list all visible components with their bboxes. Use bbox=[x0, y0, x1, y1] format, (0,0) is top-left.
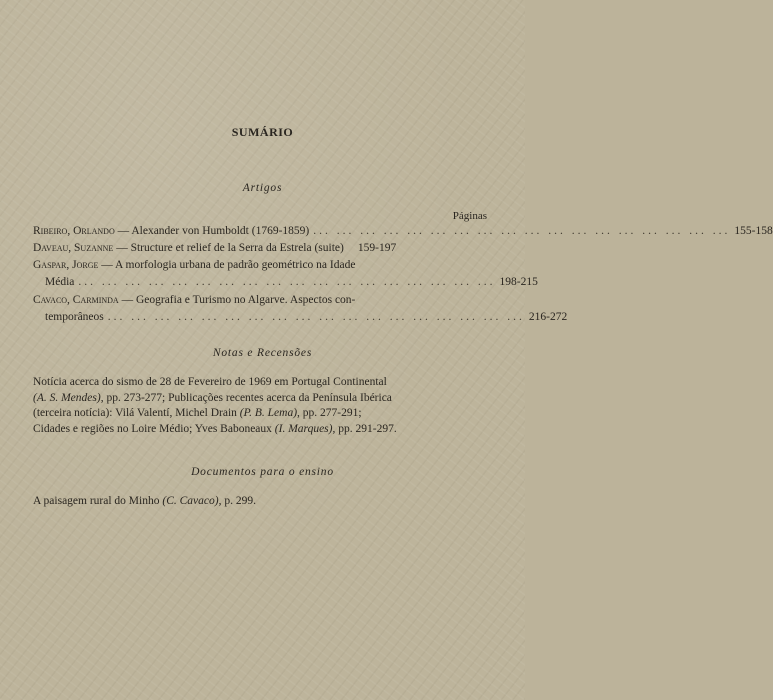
notas-line: (A. S. Mendes), pp. 273-277; Publicações recentes acerca da Península Ibérica bbox=[33, 391, 392, 404]
notas-heading: Notas e Recensões bbox=[212, 347, 313, 359]
pages-column-header: Páginas bbox=[452, 210, 487, 222]
notas-line: Notícia acerca do sismo de 28 de Fevereiro de 1969 em Portugal Continental bbox=[33, 376, 387, 388]
documentos-entry bbox=[33, 494, 491, 510]
notas-line: Cidades e regiões no Loire Médio; Yves Baboneaux (I. Marques), pp. 291-297. bbox=[33, 422, 397, 435]
page-title: SUMÁRIO bbox=[231, 125, 294, 139]
article-title: — Geografia e Turismo no Algarve. Aspectos con- bbox=[121, 294, 356, 306]
leader-dots: ... ... ... ... ... ... ... ... ... ... ... ... ... ... ... ... ... ... bbox=[107, 311, 525, 323]
article-title: — A morfologia urbana de padrão geométrico na Idade bbox=[101, 259, 356, 271]
documentos-pages: , p. 299. bbox=[218, 495, 256, 507]
article-title: — Alexander von Humboldt (1769-1859) bbox=[117, 225, 310, 237]
article-entry bbox=[33, 241, 488, 256]
reviewer-name: (A. S. Mendes) bbox=[33, 391, 101, 404]
article-entry bbox=[33, 224, 773, 239]
article-author: Daveau, Suzanne bbox=[33, 242, 114, 254]
article-title: — Structure et relief de la Serra da Estrela (suite) bbox=[116, 242, 344, 254]
article-pages: 198-215 bbox=[499, 276, 538, 288]
notas-paragraph bbox=[33, 375, 491, 437]
documentos-title: A paisagem rural do Minho bbox=[33, 495, 160, 507]
artigos-heading: Artigos bbox=[242, 182, 283, 194]
article-author: Gaspar, Jorge bbox=[33, 259, 99, 271]
leader-dots: ... ... ... ... ... ... ... ... ... ... ... ... ... ... ... ... ... ... bbox=[313, 225, 731, 237]
article-pages: 216-272 bbox=[528, 311, 568, 323]
documentos-author: (C. Cavaco) bbox=[162, 495, 219, 507]
article-entry bbox=[33, 258, 538, 290]
article-title-continuation: Média bbox=[45, 276, 75, 288]
article-author: Cavaco, Carminda bbox=[33, 294, 119, 306]
article-title-continuation: temporâneos bbox=[45, 311, 104, 323]
reviewer-name: (P. B. Lema) bbox=[239, 407, 298, 419]
article-entry bbox=[33, 293, 568, 325]
notas-line: (terceira notícia): Vilá Valentí, Michel Drain (P. B. Lema), pp. 277-291; bbox=[33, 407, 362, 419]
leader-dots: ... ... ... ... ... ... ... ... ... ... ... ... ... ... ... ... ... ... bbox=[78, 276, 496, 288]
documentos-heading: Documentos para o ensino bbox=[191, 466, 334, 478]
article-author: Ribeiro, Orlando bbox=[33, 225, 115, 237]
article-pages: 155-158 bbox=[734, 225, 773, 237]
article-pages: 159-197 bbox=[357, 242, 397, 254]
reviewer-name: (I. Marques) bbox=[274, 422, 333, 435]
